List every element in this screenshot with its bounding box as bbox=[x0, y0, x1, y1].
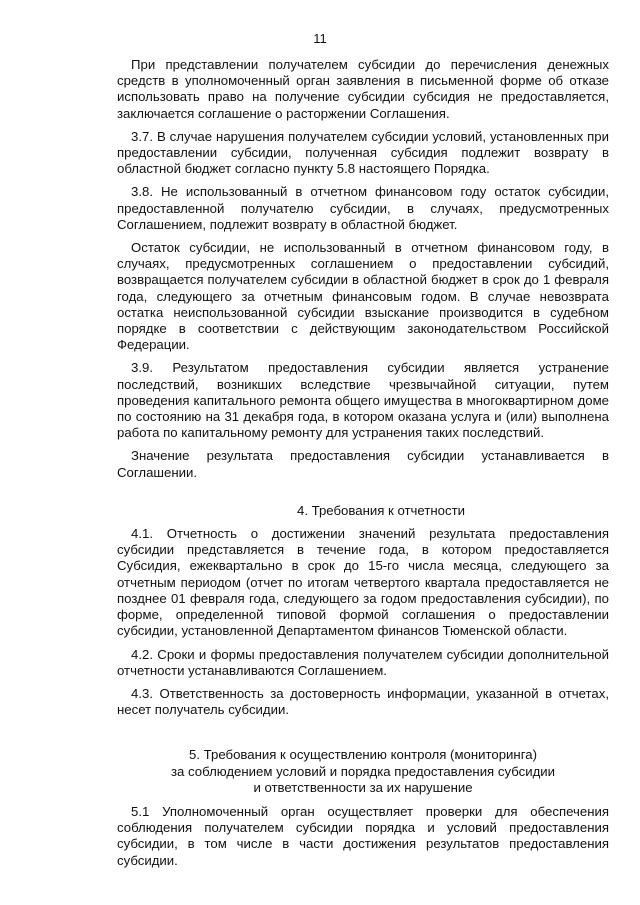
paragraph-4-3: 4.3. Ответственность за достоверность информации, указанной в отчетах, несет получатель субсидии. bbox=[117, 685, 609, 718]
page-number: 11 bbox=[313, 31, 327, 46]
paragraph-3-9: 3.9. Результатом предоставления субсидии является устранение последствий, возникших вследствие чрезвычайной ситуации, путем проведения капитального ремонта общего имущества в многоквартирном доме по состоянию на 31 декабря года, в котором оказана услуга и (или) выполнена работа по капитальному ремонту для устранения таких последствий. bbox=[117, 360, 609, 441]
paragraph-5-1: 5.1 Уполномоченный орган осуществляет проверки для обеспечения соблюдения получателем субсидии порядка и условий предоставления субсидии, в том числе в части достижения результатов предоставления субсидии. bbox=[117, 803, 609, 868]
paragraph-3-7: 3.7. В случае нарушения получателем субсидии условий, установленных при предоставлении субсидии, полученная субсидия подлежит возврату в областной бюджет согласно пункту 5.8 настоящего Порядка. bbox=[117, 128, 609, 177]
section-4-heading: 4. Требования к отчетности bbox=[297, 502, 465, 518]
paragraph-unused-balance: Остаток субсидии, не использованный в отчетном финансовом году, в случаях, предусмотренных соглашением о предоставлении субсидий, возвращается получателем субсидии в областной бюджет в срок до 1 февраля года, следующего за отчетным финансовым годом. В случае невозврата остатка неиспользованной субсидии взыскание производится в судебном порядке в соответствии с действующим законодательством Российской Федерации. bbox=[117, 240, 609, 353]
section-5-heading-line-1: 5. Требования к осуществлению контроля (мониторинга) bbox=[189, 747, 537, 763]
paragraph-result-value: Значение результата предоставления субсидии устанавливается в Соглашении. bbox=[117, 448, 609, 480]
section-5-heading-line-3: и ответственности за их нарушение bbox=[253, 779, 473, 795]
section-5-heading-line-2: за соблюдением условий и порядка предоставления субсидии bbox=[170, 763, 555, 779]
paragraph-4-2: 4.2. Сроки и формы предоставления получателем субсидии дополнительной отчетности устанавливаются Соглашением. bbox=[117, 646, 609, 678]
paragraph-4-1: 4.1. Отчетность о достижении значений результата предоставления субсидии представляется в течение года, в котором предоставляется Субсидия, ежеквартально в срок до 15-го числа месяца, следующего за отчетным периодом (отчет по итогам четвертого квартала предоставляется не позднее 01 февраля года, следующего за годом предоставления субсидии), по форме, определенной типовой формой соглашения о предоставлении субсидии, установленной Департаментом финансов Тюменской области. bbox=[117, 526, 609, 639]
document-body bbox=[117, 57, 609, 876]
section-5-heading bbox=[117, 747, 609, 796]
paragraph-3-8: 3.8. Не использованный в отчетном финансовом году остаток субсидии, предоставленной получателю субсидии, в случаях, предусмотренных Соглашением, подлежит возврату в областной бюджет. bbox=[117, 184, 609, 232]
paragraph-refusal-of-subsidy: При представлении получателем субсидии до перечисления денежных средств в уполномоченный орган заявления в письменной форме об отказе использовать право на получение субсидии субсидия не предоставляется, заключается соглашение о расторжении Соглашения. bbox=[117, 57, 609, 121]
